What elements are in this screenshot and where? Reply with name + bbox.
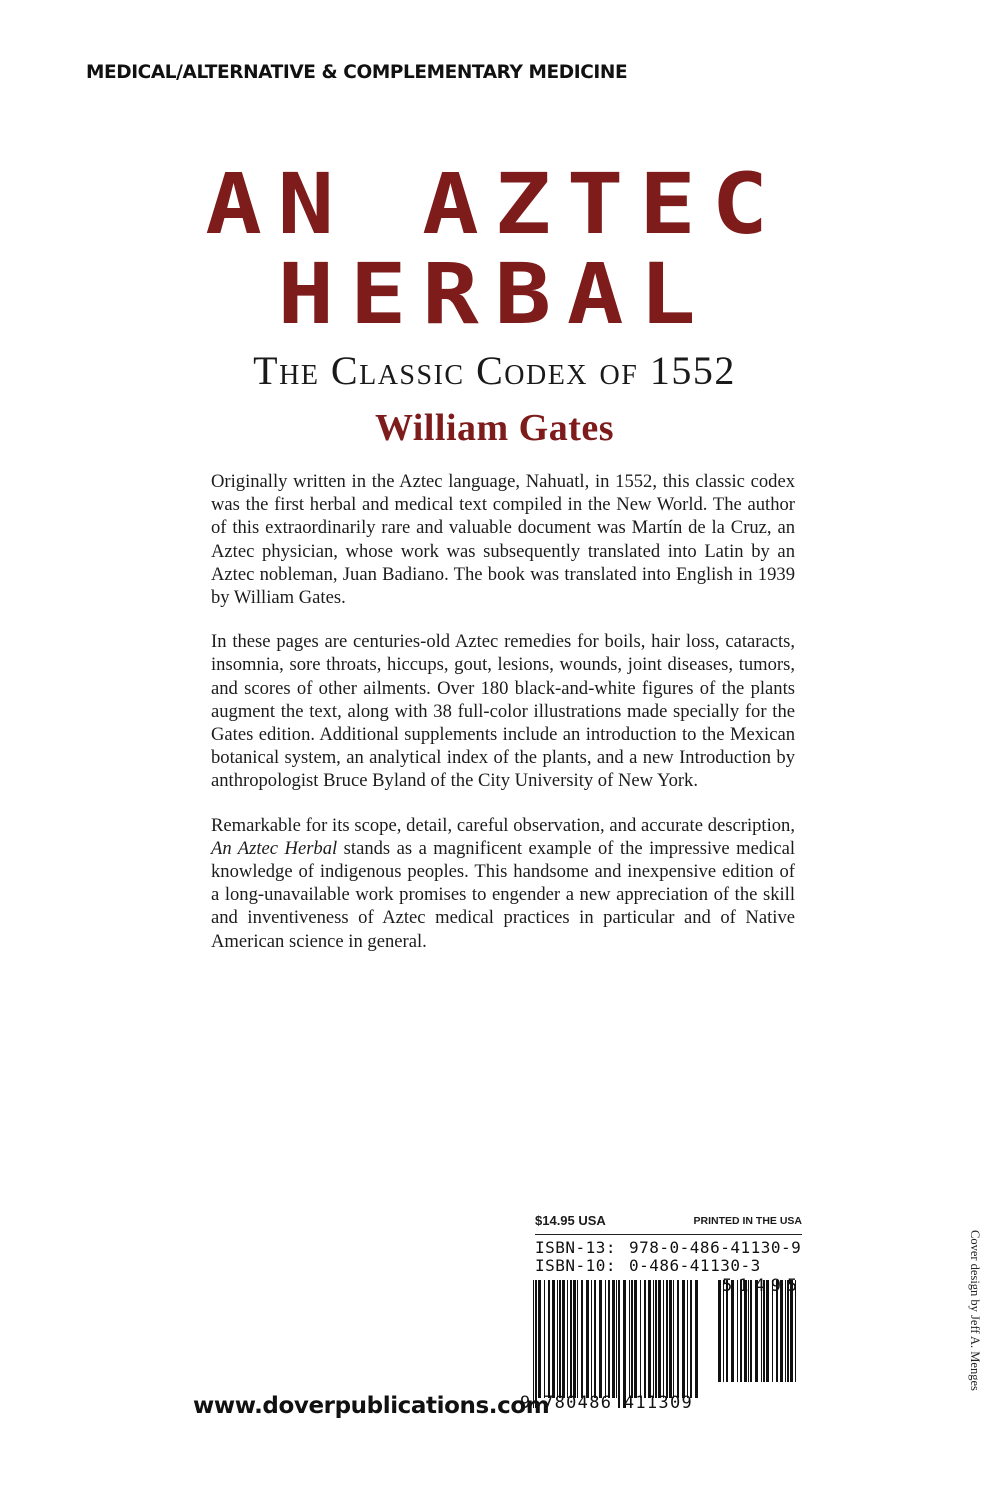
isbn-10-value: 0-486-41130-3 — [629, 1256, 761, 1275]
barcode-bar — [644, 1280, 646, 1398]
barcode-bar — [594, 1280, 596, 1398]
barcode-bar — [586, 1280, 589, 1398]
barcode-bar — [634, 1280, 637, 1398]
isbn-13-label: ISBN-13: — [535, 1238, 617, 1257]
barcode-bar — [535, 1280, 537, 1408]
description-paragraph-1: Originally written in the Aztec language, Nahuatl, in 1552, this classic codex was the first herbal and medical text compiled in the New World. The author of this extraordinarily rare and valuable document was Martín de la Cruz, an Aztec physician, whose work was subsequently translated into Latin by an Aztec nobleman, Juan Badiano. The book was translated into English in 1939 by William Gates. — [211, 471, 795, 609]
isbn-10 — [535, 1256, 761, 1275]
barcode-bar — [682, 1280, 685, 1398]
barcode-bar — [690, 1280, 692, 1398]
title-line-2: HERBAL — [277, 245, 712, 343]
barcode-bar — [618, 1280, 620, 1408]
barcode-bar — [629, 1280, 630, 1398]
isbn-10-label: ISBN-10: — [535, 1256, 617, 1275]
barcode-bar — [616, 1280, 617, 1398]
barcode-bar — [653, 1280, 654, 1398]
barcode-bar — [663, 1280, 664, 1398]
barcode-bar — [548, 1280, 550, 1398]
category-label: MEDICAL/ALTERNATIVE & COMPLEMENTARY MEDICINE — [86, 62, 628, 83]
barcode-bar — [648, 1280, 651, 1398]
barcode-icon — [533, 1280, 701, 1408]
barcode-bar — [567, 1280, 568, 1398]
book-title-italic: An Aztec Herbal — [211, 837, 338, 859]
barcode-bar — [544, 1280, 545, 1398]
barcode-bar — [640, 1280, 641, 1398]
barcode-bar — [591, 1280, 592, 1398]
cover-credit: Cover design by Jeff A. Menges — [968, 1230, 982, 1391]
barcode-bar — [666, 1280, 668, 1398]
description — [211, 470, 795, 974]
barcode-bar — [669, 1280, 672, 1398]
barcode-bar — [581, 1280, 583, 1398]
author-name: William Gates — [374, 407, 615, 449]
isbn-13 — [535, 1238, 801, 1257]
barcode-digits: 9 780486 411309 — [520, 1393, 694, 1413]
barcode-bar — [562, 1280, 565, 1398]
barcode-bar — [557, 1280, 558, 1398]
addon-barcode-digits: 51495 — [722, 1276, 804, 1296]
subtitle: The Classic Codex of 1552 — [253, 348, 736, 393]
paragraph-3-start: Remarkable for its scope, detail, careful observation, and accurate description, — [211, 814, 795, 836]
barcode-bar — [695, 1280, 698, 1398]
barcode-bar — [538, 1280, 541, 1398]
barcode-bar — [623, 1280, 626, 1408]
barcode-bar — [605, 1280, 606, 1398]
barcode-bar — [718, 1280, 721, 1382]
barcode-bar — [570, 1280, 572, 1398]
barcode-bar — [573, 1280, 576, 1398]
barcode-bar — [687, 1280, 688, 1398]
barcode-bar — [612, 1280, 615, 1398]
paragraph-3-end: stands as a magnificent example of the impressive medical knowledge of indigenous peoples. This handsome and inexpensive edition of a long-unavailable work promises to engender a new appreciation of the skill and inventiveness of Aztec medical practices in particular and of Native American science in general. — [211, 837, 796, 952]
barcode-bar — [552, 1280, 555, 1398]
website-url[interactable]: www.doverpublications.com — [193, 1393, 550, 1419]
isbn-13-value: 978-0-486-41130-9 — [629, 1238, 802, 1257]
addon-barcode-icon — [718, 1280, 800, 1392]
barcode-bar — [677, 1280, 679, 1398]
price: $14.95 USA — [535, 1213, 606, 1228]
barcode-bar — [658, 1280, 661, 1398]
barcode-bar — [559, 1280, 561, 1398]
printed-in-label: PRINTED IN THE USA — [693, 1215, 802, 1227]
barcode-bar — [608, 1280, 610, 1398]
description-paragraph-2: In these pages are centuries-old Aztec remedies for boils, hair loss, cataracts, insomnia, sore throats, hiccups, gout, lesions, wounds, joint diseases, tumors, and scores of other ailments. Over 180 black-and-white figures of the plants augment the text, along with 38 full-color illustrations made specially for the Gates edition. Additional supplements include an introduction to the Mexican botanical system, an analytical index of the plants, and a new Introduction by anthropologist Bruce Byland of the City University of New York. — [211, 631, 795, 792]
barcode-bar — [577, 1280, 578, 1398]
barcode-bar — [655, 1280, 657, 1398]
title-line-1: AN AZTEC — [205, 155, 784, 253]
description-paragraph-3 — [211, 814, 795, 953]
barcode-bar — [599, 1280, 602, 1398]
price-row — [535, 1213, 802, 1235]
barcode-bar — [533, 1280, 534, 1408]
barcode-bar — [631, 1280, 633, 1398]
barcode-bar — [673, 1280, 674, 1398]
